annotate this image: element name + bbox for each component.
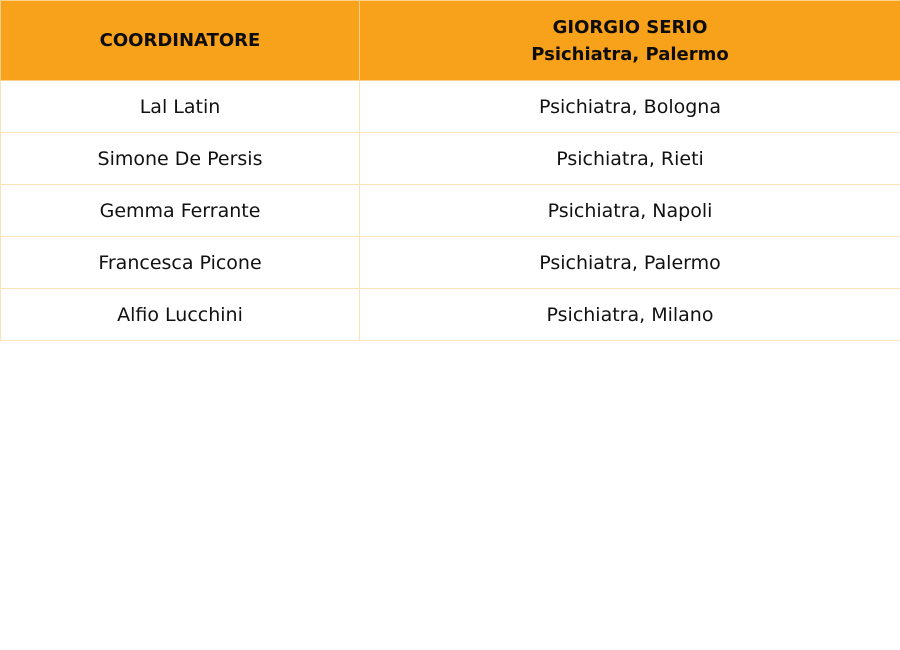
member-role: Psichiatra, Napoli <box>360 185 900 237</box>
table-row <box>1 185 900 237</box>
member-name: Simone De Persis <box>1 133 360 185</box>
coordinator-role: Psichiatra, Palermo <box>531 43 729 65</box>
table-row <box>1 289 900 341</box>
header-coordinator-label: COORDINATORE <box>1 1 360 81</box>
header-row <box>1 1 900 81</box>
member-role: Psichiatra, Bologna <box>360 81 900 133</box>
member-role: Psichiatra, Palermo <box>360 237 900 289</box>
table-row <box>1 237 900 289</box>
member-name: Alfio Lucchini <box>1 289 360 341</box>
table-row <box>1 81 900 133</box>
coordinator-name: GIORGIO SERIO <box>552 16 708 38</box>
header-coordinator-name <box>360 1 900 81</box>
table-body <box>1 81 900 341</box>
member-role: Psichiatra, Milano <box>360 289 900 341</box>
member-name: Lal Latin <box>1 81 360 133</box>
table-header <box>1 1 900 81</box>
member-name: Gemma Ferrante <box>1 185 360 237</box>
member-name: Francesca Picone <box>1 237 360 289</box>
table-row <box>1 133 900 185</box>
member-role: Psichiatra, Rieti <box>360 133 900 185</box>
